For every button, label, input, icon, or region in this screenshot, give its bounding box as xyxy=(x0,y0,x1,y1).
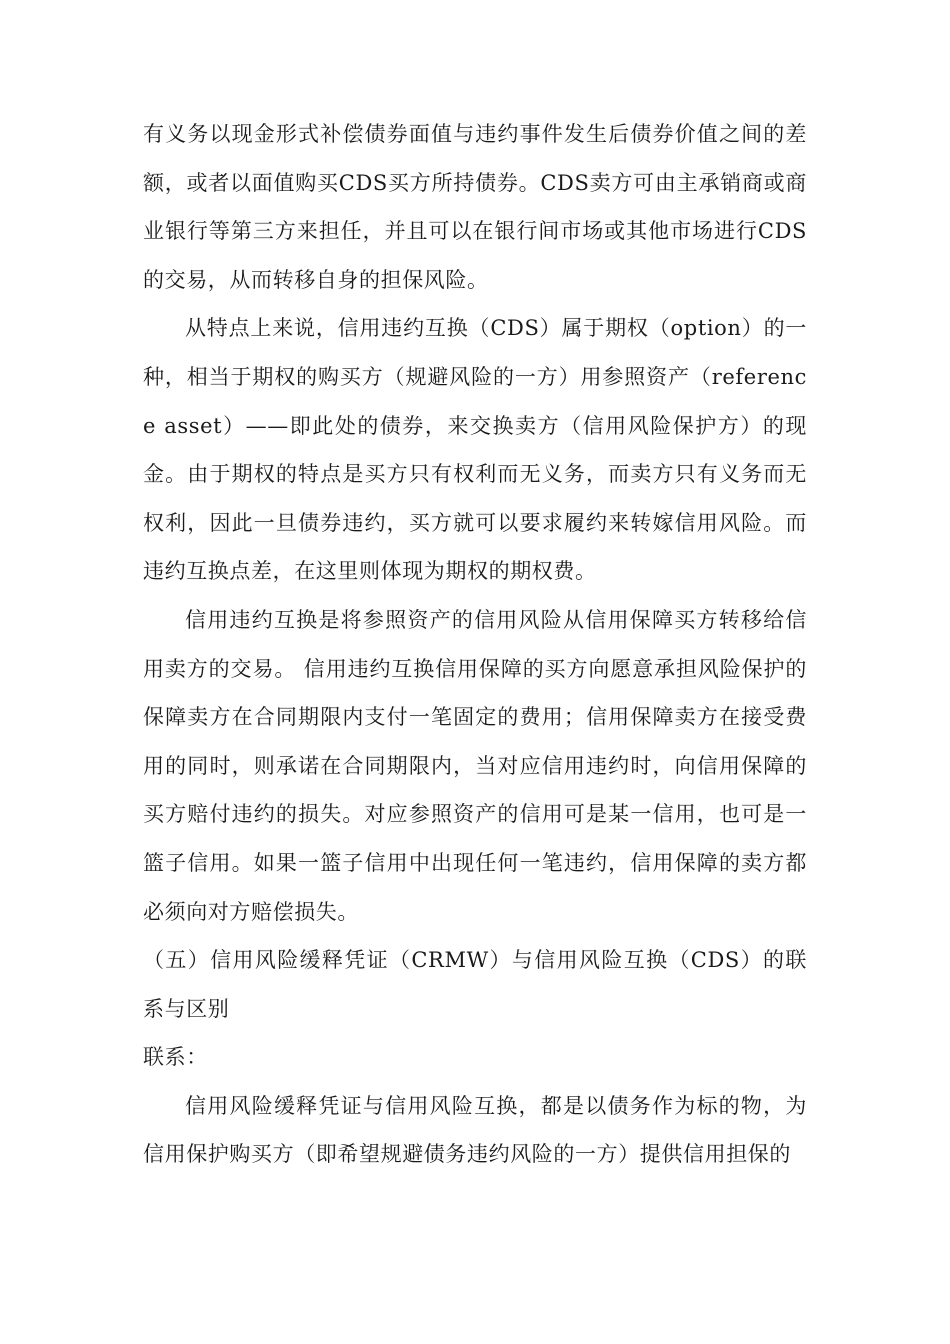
paragraph-1: 有义务以现金形式补偿债券面值与违约事件发生后债券价值之间的差额，或者以面值购买CDS买方所持债券。CDS卖方可由主承销商或商业银行等第三方来担任，并且可以在银行间市场或其他市场进行CDS的交易，从而转移自身的担保风险。 xyxy=(143,122,807,292)
paragraph-2: 从特点上来说，信用违约互换（CDS）属于期权（option）的一种，相当于期权的购买方（规避风险的一方）用参照资产（reference asset）——即此处的债券，来交换卖方（信用风险保护方）的现金。由于期权的特点是买方只有权利而无义务，而卖方只有义务而无权利，因此一旦债券违约，买方就可以要求履约来转嫁信用风险。而违约互换点差，在这里则体现为期权的期权费。 xyxy=(143,316,807,584)
paragraph-3: 信用违约互换是将参照资产的信用风险从信用保障买方转移给信用卖方的交易。 信用违约互换信用保障的买方向愿意承担风险保护的保障卖方在合同期限内支付一笔固定的费用；信用保障卖方在接受费用的同时，则承诺在合同期限内，当对应信用违约时，向信用保障的买方赔付违约的损失。对应参照资产的信用可是某一信用，也可是一篮子信用。如果一篮子信用中出现任何一笔违约，信用保障的卖方都必须向对方赔偿损失。 xyxy=(143,607,807,924)
document-body xyxy=(143,110,807,1179)
paragraph-4: 信用风险缓释凭证与信用风险互换，都是以债务作为标的物，为信用保护购买方（即希望规避债务违约风险的一方）提供信用担保的 xyxy=(143,1093,807,1167)
section-heading: （五）信用风险缓释凭证（CRMW）与信用风险互换（CDS）的联系与区别 xyxy=(143,948,807,1021)
subheading-contact: 联系： xyxy=(143,1045,208,1070)
